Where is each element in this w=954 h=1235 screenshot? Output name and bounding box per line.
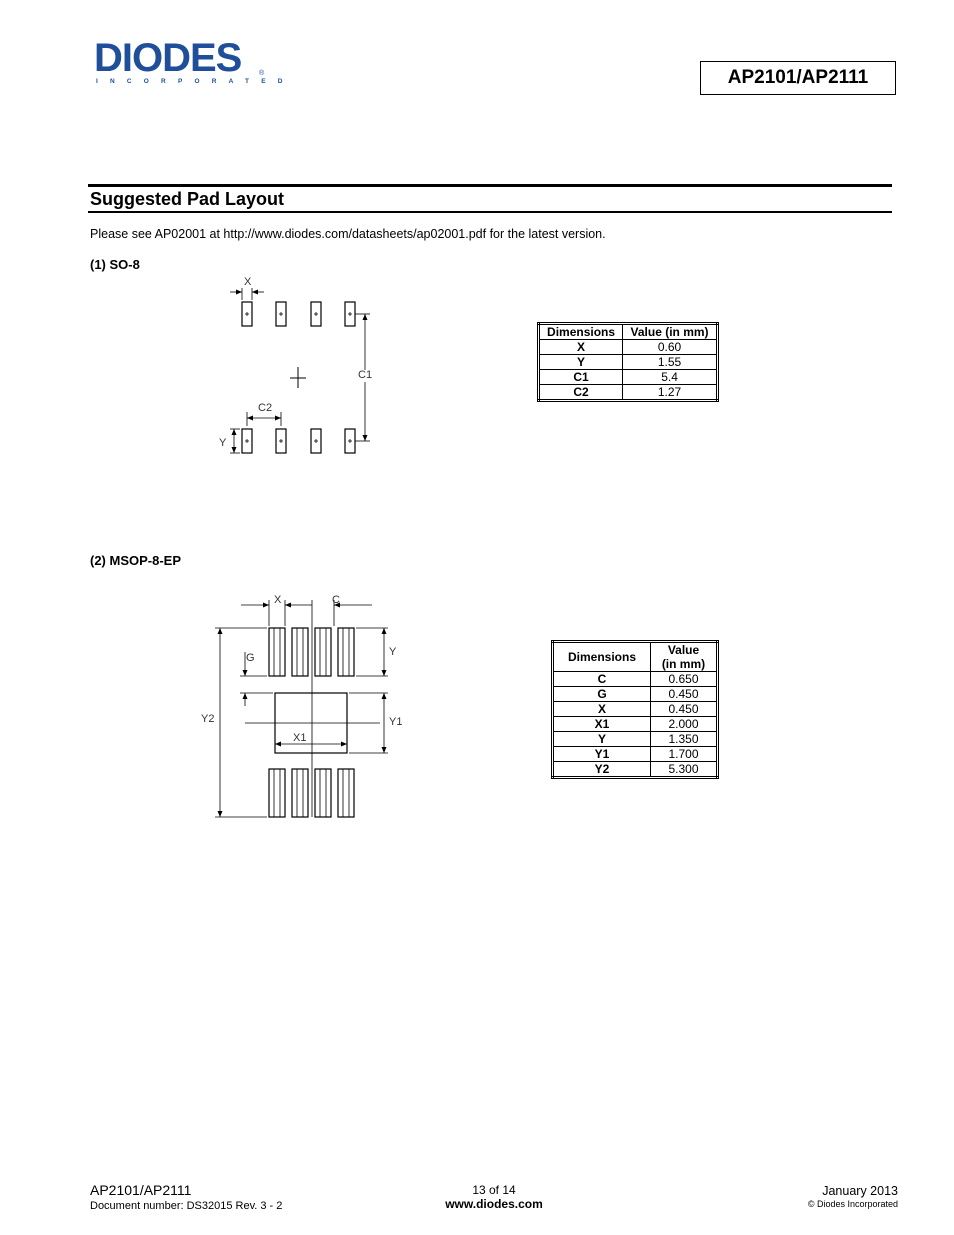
msop-label-y2: Y2	[201, 713, 215, 725]
msop-label-y1: Y1	[389, 716, 403, 728]
table-cell: X1	[553, 717, 651, 732]
table-cell: X	[539, 340, 623, 355]
table-cell: C2	[539, 385, 623, 401]
msop-label-y: Y	[389, 646, 397, 658]
section-rule-top	[88, 184, 892, 187]
layout-note: Please see AP02001 at http://www.diodes.com/datasheets/ap02001.pdf for the latest version.	[90, 227, 606, 241]
table-cell: 5.300	[650, 762, 717, 778]
so8-label-c2: C2	[258, 402, 273, 414]
table-cell: 1.27	[623, 385, 718, 401]
logo-subtitle: INCORPORATED	[96, 78, 295, 85]
table-row	[539, 355, 718, 370]
table-row	[553, 747, 718, 762]
so8-pad-diagram	[210, 270, 390, 470]
table-cell: 1.700	[650, 747, 717, 762]
table-cell: 0.650	[650, 672, 717, 687]
table-row	[539, 370, 718, 385]
msop-label-c: C	[332, 594, 340, 606]
table-row	[553, 717, 718, 732]
table-cell: 1.350	[650, 732, 717, 747]
table-row	[539, 385, 718, 401]
table-cell: Y1	[553, 747, 651, 762]
table-header: Value (in mm)	[650, 642, 717, 672]
section-title: Suggested Pad Layout	[90, 189, 285, 209]
so8-dimensions-table	[537, 322, 719, 402]
msop-dimensions-table	[551, 640, 719, 779]
table-cell: 0.450	[650, 702, 717, 717]
table-row	[553, 732, 718, 747]
table-cell: G	[553, 687, 651, 702]
so8-label-y: Y	[219, 437, 227, 449]
footer-website-link[interactable]: www.diodes.com	[445, 1197, 543, 1211]
table-cell: Y2	[553, 762, 651, 778]
table-row	[539, 340, 718, 355]
table-cell: C1	[539, 370, 623, 385]
diodes-logo: DIODES	[94, 36, 242, 80]
logo-registered-mark: ®	[259, 70, 265, 77]
table-cell: 5.4	[623, 370, 718, 385]
table-cell: Y	[553, 732, 651, 747]
footer-date: January 2013	[822, 1184, 898, 1198]
table-header: Dimensions	[539, 324, 623, 340]
table-cell: Y	[539, 355, 623, 370]
part-number-box: AP2101/AP2111	[700, 61, 896, 95]
footer-page-number: 13 of 14	[472, 1183, 516, 1197]
table-cell: C	[553, 672, 651, 687]
table-row	[553, 762, 718, 778]
msop-label-g: G	[246, 652, 255, 664]
table-header: Value (in mm)	[623, 324, 718, 340]
table-cell: 0.60	[623, 340, 718, 355]
table-cell: 0.450	[650, 687, 717, 702]
table-header: Dimensions	[553, 642, 651, 672]
msop-pad-diagram	[195, 590, 415, 825]
section-rule-bottom	[88, 211, 892, 213]
so8-label-c1: C1	[358, 369, 373, 381]
msop-heading: (2) MSOP-8-EP	[90, 553, 182, 568]
msop-label-x1: X1	[293, 732, 307, 744]
footer-doc-number: Document number: DS32015 Rev. 3 - 2	[90, 1200, 283, 1212]
footer-copyright: © Diodes Incorporated	[807, 1199, 898, 1209]
so8-heading: (1) SO-8	[90, 257, 140, 272]
table-cell: 1.55	[623, 355, 718, 370]
table-row	[553, 687, 718, 702]
table-cell: 2.000	[650, 717, 717, 732]
footer-part-number: AP2101/AP2111	[90, 1182, 192, 1198]
table-cell: X	[553, 702, 651, 717]
msop-label-x: X	[274, 594, 282, 606]
table-row	[553, 702, 718, 717]
so8-label-x: X	[244, 276, 252, 288]
table-row	[553, 672, 718, 687]
